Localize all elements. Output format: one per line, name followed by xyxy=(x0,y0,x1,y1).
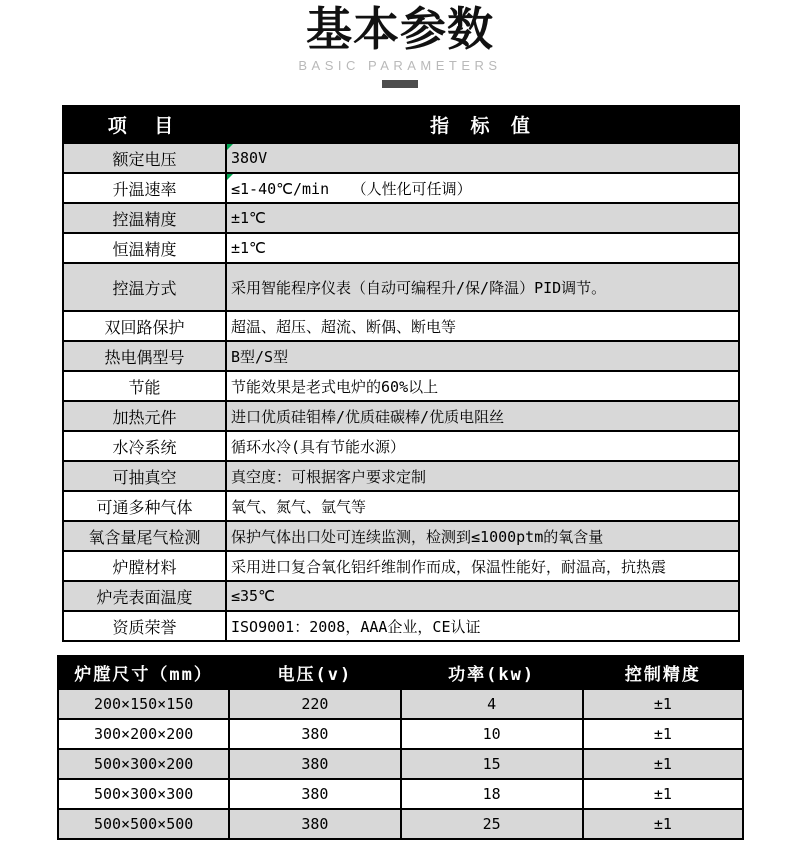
page-title-heavy: 基本 xyxy=(306,3,400,55)
spec-table-row xyxy=(63,581,739,611)
spec-item-value: ≤35℃ xyxy=(226,581,739,611)
spec-item-value: ±1℃ xyxy=(226,203,739,233)
size-table-row xyxy=(58,749,743,779)
spec-table-row xyxy=(63,521,739,551)
spec-table-row xyxy=(63,401,739,431)
spec-item-label: 水冷系统 xyxy=(63,431,226,461)
spec-table xyxy=(62,105,740,642)
size-cell-dimensions: 500×500×500 xyxy=(58,809,229,839)
size-cell-voltage: 380 xyxy=(229,809,400,839)
spec-item-label: 可通多种气体 xyxy=(63,491,226,521)
size-cell-voltage: 380 xyxy=(229,719,400,749)
spec-item-label: 额定电压 xyxy=(63,143,226,173)
size-table-row xyxy=(58,689,743,719)
spec-item-label: 节能 xyxy=(63,371,226,401)
size-cell-precision: ±1 xyxy=(583,749,743,779)
spec-item-value: 进口优质硅钼棒/优质硅碳棒/优质电阻丝 xyxy=(226,401,739,431)
size-cell-power: 25 xyxy=(401,809,583,839)
spec-item-value: 采用进口复合氧化铝纤维制作而成，保温性能好，耐温高，抗热震 xyxy=(226,551,739,581)
title-underline-bar xyxy=(382,80,418,88)
size-col-dimensions-header: 炉膛尺寸（mm） xyxy=(58,656,229,689)
size-cell-precision: ±1 xyxy=(583,809,743,839)
size-cell-voltage: 380 xyxy=(229,749,400,779)
spec-table-row xyxy=(63,341,739,371)
spec-item-value: B型/S型 xyxy=(226,341,739,371)
spec-item-label: 氧含量尾气检测 xyxy=(63,521,226,551)
spec-item-label: 恒温精度 xyxy=(63,233,226,263)
page-title-light: 参数 xyxy=(400,3,494,55)
spec-item-value: 保护气体出口处可连续监测，检测到≤1000ptm的氧含量 xyxy=(226,521,739,551)
spec-table-row xyxy=(63,461,739,491)
spec-item-label: 炉壳表面温度 xyxy=(63,581,226,611)
spec-item-value: 循环水冷(具有节能水源） xyxy=(226,431,739,461)
spec-table-row xyxy=(63,143,739,173)
size-cell-dimensions: 300×200×200 xyxy=(58,719,229,749)
spec-item-label: 控温精度 xyxy=(63,203,226,233)
size-cell-voltage: 220 xyxy=(229,689,400,719)
spec-table-row xyxy=(63,311,739,341)
spec-table-row xyxy=(63,173,739,203)
spec-col-item-header: 项 目 xyxy=(63,106,226,143)
size-col-voltage-header: 电压(v) xyxy=(229,656,400,689)
size-table-row xyxy=(58,779,743,809)
spec-item-label: 炉膛材料 xyxy=(63,551,226,581)
spec-item-label: 升温速率 xyxy=(63,173,226,203)
size-table-row xyxy=(58,809,743,839)
spec-table-row xyxy=(63,491,739,521)
spec-table-header-row xyxy=(63,106,739,143)
size-cell-power: 15 xyxy=(401,749,583,779)
spec-item-label: 热电偶型号 xyxy=(63,341,226,371)
size-table-header-row xyxy=(58,656,743,689)
spec-item-label: 双回路保护 xyxy=(63,311,226,341)
spec-item-value: ≤1-40℃/min （人性化可任调） xyxy=(226,173,739,203)
page-title xyxy=(0,4,800,56)
size-cell-voltage: 380 xyxy=(229,779,400,809)
spec-item-value: 380V xyxy=(226,143,739,173)
size-table-row xyxy=(58,719,743,749)
spec-item-value: ISO9001：2008，AAA企业，CE认证 xyxy=(226,611,739,641)
spec-table-row xyxy=(63,371,739,401)
spec-table-row xyxy=(63,233,739,263)
spec-item-value: 超温、超压、超流、断偶、断电等 xyxy=(226,311,739,341)
size-col-power-header: 功率(kw) xyxy=(401,656,583,689)
size-table xyxy=(57,655,744,840)
spec-table-row xyxy=(63,431,739,461)
size-cell-precision: ±1 xyxy=(583,689,743,719)
spec-table-row xyxy=(63,263,739,311)
spec-item-value: ±1℃ xyxy=(226,233,739,263)
spec-table-row xyxy=(63,611,739,641)
size-cell-precision: ±1 xyxy=(583,719,743,749)
size-cell-dimensions: 500×300×300 xyxy=(58,779,229,809)
spec-item-value: 氧气、氮气、氩气等 xyxy=(226,491,739,521)
size-cell-power: 4 xyxy=(401,689,583,719)
size-cell-power: 10 xyxy=(401,719,583,749)
spec-col-value-header: 指 标 值 xyxy=(226,106,739,143)
size-cell-dimensions: 200×150×150 xyxy=(58,689,229,719)
spec-item-label: 可抽真空 xyxy=(63,461,226,491)
size-cell-dimensions: 500×300×200 xyxy=(58,749,229,779)
page-header xyxy=(0,4,800,88)
spec-table-row xyxy=(63,551,739,581)
size-cell-power: 18 xyxy=(401,779,583,809)
spec-item-value: 采用智能程序仪表（自动可编程升/保/降温）PID调节。 xyxy=(226,263,739,311)
spec-table-row xyxy=(63,203,739,233)
spec-item-label: 资质荣誉 xyxy=(63,611,226,641)
spec-item-value: 节能效果是老式电炉的60%以上 xyxy=(226,371,739,401)
spec-item-value: 真空度：可根据客户要求定制 xyxy=(226,461,739,491)
size-col-precision-header: 控制精度 xyxy=(583,656,743,689)
spec-item-label: 加热元件 xyxy=(63,401,226,431)
spec-item-label: 控温方式 xyxy=(63,263,226,311)
page-subtitle: BASIC PARAMETERS xyxy=(298,57,502,73)
size-cell-precision: ±1 xyxy=(583,779,743,809)
